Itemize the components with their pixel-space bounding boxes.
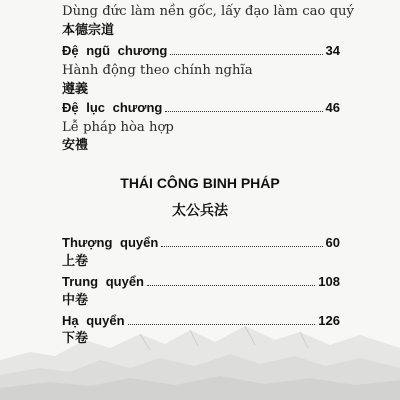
toc-entry[interactable] — [62, 312, 340, 330]
toc-entry[interactable] — [62, 273, 340, 291]
volume-han-title: 上卷 — [62, 254, 89, 269]
chapter-description: Hành động theo chính nghĩa — [62, 63, 253, 78]
toc-leader-dots — [128, 324, 316, 325]
chapter-description: Lễ pháp hòa hợp — [62, 120, 174, 135]
section-han-subtitle: 太公兵法 — [172, 203, 228, 219]
toc-entry[interactable] — [62, 42, 340, 60]
toc-entry-page: 46 — [325, 100, 340, 115]
toc-entry-title: Đệ lục chương — [62, 100, 163, 115]
chapter-han-title: 安禮 — [62, 138, 89, 153]
toc-entry[interactable] — [62, 234, 340, 252]
toc-leader-dots — [170, 54, 322, 55]
volume-han-title: 中卷 — [62, 293, 89, 308]
toc-entry-title: Đệ ngũ chương — [62, 43, 168, 58]
section-title: THÁI CÔNG BINH PHÁP — [120, 175, 280, 191]
toc-entry-title: Trung quyển — [62, 274, 144, 289]
toc-entry[interactable] — [62, 99, 340, 117]
toc-leader-dots — [147, 285, 315, 286]
toc-entry-page: 60 — [325, 235, 340, 250]
toc-entry-title: Hạ quyển — [62, 313, 125, 328]
chapter-han-title: 本德宗道 — [62, 23, 115, 38]
chapter-han-title: 遵義 — [62, 82, 89, 97]
chapter-description: Dùng đức làm nền gốc, lấy đạo làm cao quý — [62, 4, 354, 19]
toc-leader-dots — [165, 111, 322, 112]
toc-entry-title: Thượng quyển — [62, 235, 159, 250]
toc-leader-dots — [161, 246, 322, 247]
volume-han-title: 下卷 — [62, 331, 89, 346]
toc-entry-page: 34 — [325, 43, 340, 58]
toc-entry-page: 108 — [318, 274, 340, 289]
toc-entry-page: 126 — [318, 313, 340, 328]
